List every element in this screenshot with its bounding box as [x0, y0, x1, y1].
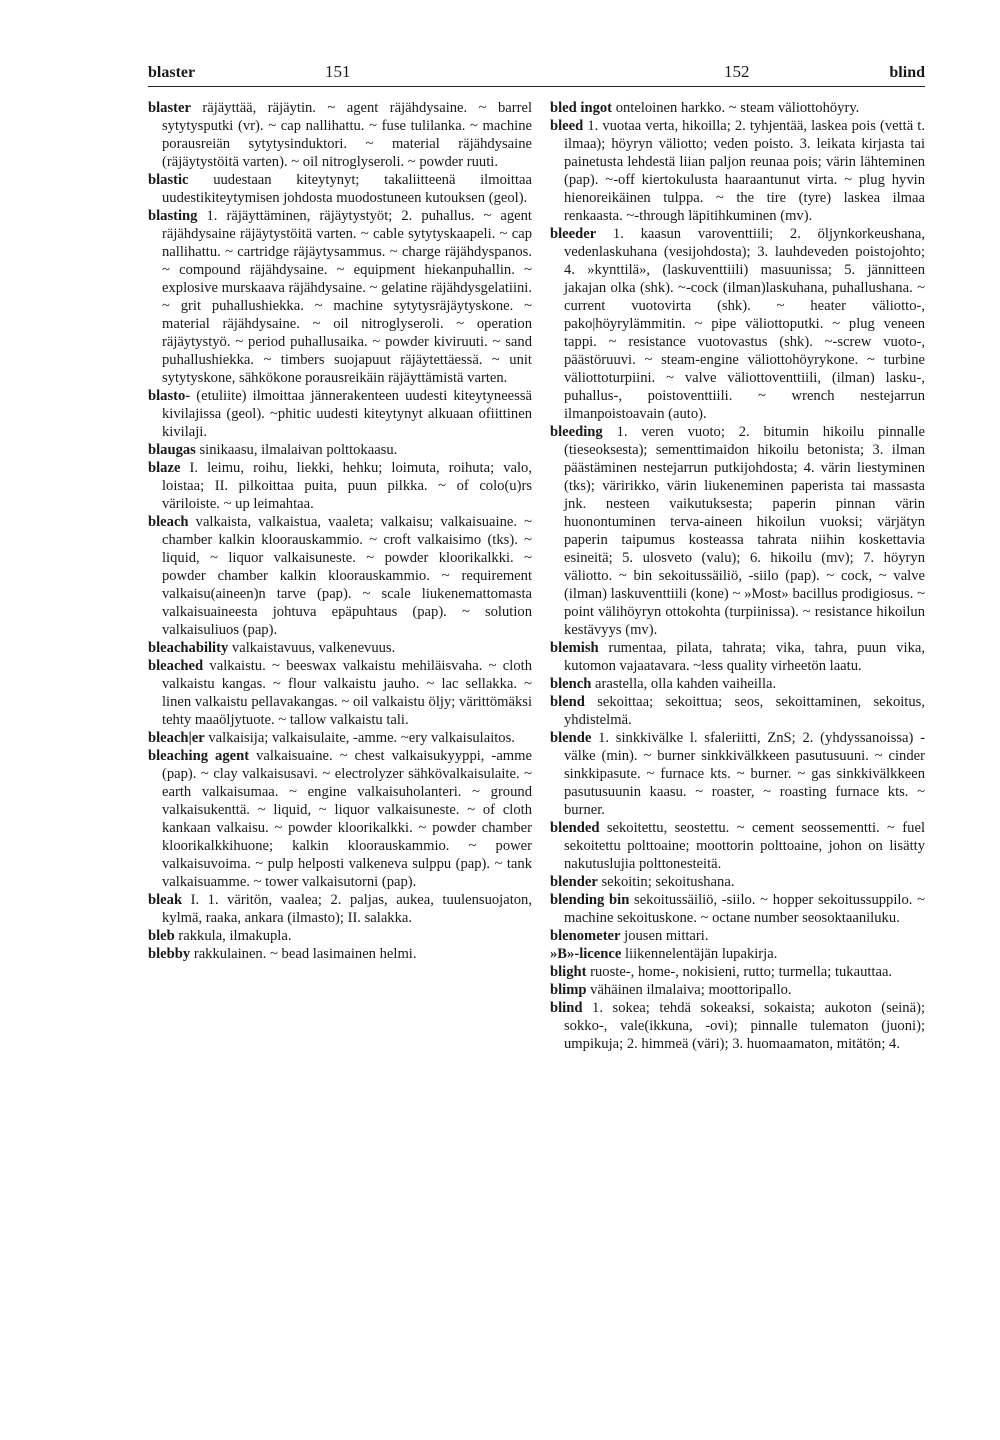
entry-definition: 1. veren vuoto; 2. bitumin hikoilu pinnalle (tieseoksesta); sementtimaidon hikoilu betonista; 3. ilman päästäminen nestejarrun putkijohdosta; 4. värin liestyminen (tks); väririkko, värin liukeneminen paperista tai massasta jnk. nesteen vaikutuksesta; paperin pinnan värin huonontuminen terva-aineen hikoilun vuoksi; värjätyn paperin taipumus kosteassa tahrata niihin koskettavia esineitä; 5. ulosveto (valu); 6. hikoilu (mv); 7. höyryn väliotto. ~ bin sekoitussäiliö, -siilo (pap). ~ cock, ~ valve (ilman) laskuventtiili (kone) ~ »Most» bacillus prodigiosus. ~ point välihöyryn ottokohta (turpiinissa). ~ resistance hikoilun kestävyys (mv). — [564, 424, 925, 638]
entry-headword: bleach — [148, 514, 189, 530]
entry-headword: bleach|er — [148, 730, 205, 746]
entry-headword: blaster — [148, 100, 191, 116]
entry-definition: sekoitussäiliö, -siilo. ~ hopper sekoitussuppilo. ~ machine sekoituskone. ~ octane number seosoktaaniluku. — [564, 892, 925, 926]
dictionary-entry — [550, 693, 925, 729]
entry-definition: onteloinen harkko. ~ steam väliottohöyry. — [612, 100, 860, 116]
entry-headword: blebby — [148, 946, 191, 962]
entry-headword: blend — [550, 694, 585, 710]
page-header — [148, 60, 925, 87]
dictionary-entry — [550, 927, 925, 945]
entry-headword: bled ingot — [550, 100, 613, 116]
dictionary-entry — [148, 945, 532, 963]
entry-definition: 1. sokea; tehdä sokeaksi, sokaista; aukoton (seinä); sokko-, vale(ikkuna, -ovi); pinnalle tulematon (juoni); umpikuja; 2. himmeä (väri); 3. huomaamaton, mitätön; 4. — [564, 1000, 925, 1052]
dictionary-entry — [148, 171, 532, 207]
entry-definition: 1. sinkkivälke l. sfaleriitti, ZnS; 2. (yhdyssanoissa) -välke (min). ~ burner sinkkivälkkeen pasutusuuni. ~ cinder sinkkipasute. ~ furnace kts. ~ burner. ~ gas sinkkivälkkeen pasutusuunin kaasu. ~ roaster, ~ roasting furnace kts. ~ burner. — [564, 730, 925, 818]
left-column — [148, 99, 532, 963]
entry-headword: blende — [550, 730, 592, 746]
dictionary-entry — [550, 945, 925, 963]
entry-definition: rumentaa, pilata, tahrata; vika, tahra, puun vika, kutomon vajaatavara. ~less quality virheetön laatu. — [564, 640, 925, 674]
dictionary-entry — [550, 963, 925, 981]
entry-definition: valkaistavuus, valkenevuus. — [228, 640, 396, 656]
right-page-number: 152 — [724, 62, 750, 81]
entry-definition: I. leimu, roihu, liekki, hehku; loimuta, roihuta; valo, loistaa; II. pilkoittaa puita, puun pilkka. ~ of colo(u)rs väriloiste. ~ up leimahtaa. — [162, 460, 532, 512]
dictionary-entry — [148, 513, 532, 639]
entry-headword: blasting — [148, 208, 198, 224]
dictionary-entry — [550, 999, 925, 1053]
entry-headword: blastic — [148, 172, 189, 188]
entry-definition: valkaistu. ~ beeswax valkaistu mehiläisvaha. ~ cloth valkaistu kangas. ~ flour valkaistu jauho. ~ lac sellakka. ~ linen valkaistu pellavakangas. ~ oil valkaistu öljy; värittömäksi tehty maaöljytuote. ~ tallow valkaistu tali. — [162, 658, 532, 728]
entry-headword: blenometer — [550, 928, 621, 944]
dictionary-entry — [550, 225, 925, 423]
entry-definition: sekoitettu, seostettu. ~ cement seossementti. ~ fuel sekoitettu polttoaine; moottorin polttoaine, johon on lisätty nakutuslujia polttonesteitä. — [564, 820, 925, 872]
dictionary-entry — [148, 207, 532, 387]
dictionary-entry — [148, 729, 532, 747]
entry-headword: bleed — [550, 118, 584, 134]
entry-headword: blaugas — [148, 442, 196, 458]
entry-headword: bleachability — [148, 640, 229, 656]
entry-definition: I. 1. väritön, vaalea; 2. paljas, aukea, tuulensuojaton, kylmä, raaka, ankara (ilmasto); II. salakka. — [162, 892, 532, 926]
dictionary-entry — [148, 657, 532, 729]
entry-headword: blasto- — [148, 388, 191, 404]
dictionary-entry — [148, 441, 532, 459]
dictionary-entry — [550, 873, 925, 891]
entry-definition: arastella, olla kahden vaiheilla. — [591, 676, 777, 692]
dictionary-entry — [148, 891, 532, 927]
entry-headword: »B»-licence — [550, 946, 622, 962]
entry-definition: liikennelentäjän lupakirja. — [621, 946, 778, 962]
dictionary-entry — [550, 639, 925, 675]
entry-definition: ruoste-, home-, nokisieni, rutto; turmella; tukauttaa. — [586, 964, 893, 980]
entry-definition: (etuliite) ilmoittaa jännerakenteen uudesti kiteytyneessä kivilajissa (geol). ~phitic uudesti kiteytynyt alkuaan ofiittinen kivilaji. — [162, 388, 532, 440]
entry-definition: 1. kaasun varoventtiili; 2. öljynkorkeushana, vedenlaskuhana (vesijohdosta); 3. lauhdeveden poistojohto; 4. »kynttilä», (laskuventtiili) masuunissa; 5. jännitteen jakajan olka (shk). ~-cock (ilman)laskuhana, puhallushana. ~ current vuotovirta (shk). ~ heater väliotto-, pako|höyrylämmitin. ~ pipe väliottoputki. ~ plug veneen tappi. ~ resistance vuotovastus (shk). ~-screw vuoto-, päästöruuvi. ~ steam-engine väliottohöyrykone. ~ turbine väliottoturpiini. ~ valve väliottoventtiili, (ilman) lasku-, puhallus-, poistoventtiili. ~ wrench nestejarrun ilmanpoistoavain (auto). — [564, 226, 925, 422]
right-column — [550, 99, 925, 1053]
entry-headword: blimp — [550, 982, 587, 998]
entry-definition: rakkula, ilmakupla. — [174, 928, 292, 944]
entry-definition: sekoitin; sekoitushana. — [597, 874, 735, 890]
entry-headword: blind — [550, 1000, 583, 1016]
entry-headword: bleak — [148, 892, 183, 908]
dictionary-entry — [550, 423, 925, 639]
dictionary-entry — [550, 981, 925, 999]
entry-definition: jousen mittari. — [620, 928, 709, 944]
entry-headword: bleeder — [550, 226, 597, 242]
entry-definition: 1. räjäyttäminen, räjäytystyöt; 2. puhallus. ~ agent räjähdysaine räjäytystöitä varten. ~ cable sytytyskaapeli. ~ cap nallihattu. ~ cartridge räjäytysammus. ~ charge räjähdyspanos. ~ compound räjähdysaine. ~ equipment hiekanpuhallin. ~ explosive murskaava räjähdysaine. ~ gelatine räjähdysgelatiini. ~ grit puhallushiekka. ~ machine sytytysräjäytyskone. ~ material räjähdysaine. ~ oil nitroglyseroli. ~ operation räjäytystyö. ~ period puhallusaika. ~ powder kiviruuti. ~ sand puhallushiekka. ~ timbers suojapuut räjäytettäessä. ~ unit sytytyskone, sähkökone porausreikäin räjäyttämistä varten. — [162, 208, 532, 386]
entry-definition: valkaisuaine. ~ chest valkaisukyyppi, -amme (pap). ~ clay valkaisusavi. ~ electrolyzer sähkövalkaisulaite. ~ earth valkaisumaa. ~ engine valkaisuholanteri. ~ ground valkaisukenttä. ~ liquid, ~ liquor valkaisuneste. ~ of cloth kankaan valkaisu. ~ powder kloorikalkki. ~ powder chamber kloorikalkkihuone; kalkin kloorauskammio. ~ power valkaisuvoima. ~ pulp helposti valkeneva sulppu (pap). ~ tank valkaisuamme. ~ tower valkaisutorni (pap). — [162, 748, 532, 890]
dictionary-entry — [148, 639, 532, 657]
left-page-number: 151 — [325, 62, 351, 81]
entry-definition: räjäyttää, räjäytin. ~ agent räjähdysaine. ~ barrel sytytysputki (vr). ~ cap nallihattu. ~ fuse tulilanka. ~ machine porausreiän sytytysinduktori. ~ material räjähdysaine (räjäytystöitä varten). ~ oil nitroglyseroli. ~ powder ruuti. — [162, 100, 532, 170]
entry-headword: bleeding — [550, 424, 603, 440]
dictionary-entry — [550, 729, 925, 819]
entry-definition: 1. vuotaa verta, hikoilla; 2. tyhjentää, laskea pois (vettä t. ilmaa); höyryn väliotto; veden poisto. 3. leikata kirjasta tai painetusta lehdestä liian paljon reunaa pois; värin lähteminen (pap). ~-off kiertokulusta haaraantunut virta. ~ plug hyvin hienoreikäinen tulppa. ~ the tire (tyre) laskea ilmaa renkaasta. ~-through läpitihkuminen (mv). — [564, 118, 925, 224]
entry-headword: bleached — [148, 658, 204, 674]
entry-headword: blemish — [550, 640, 599, 656]
entry-definition: valkaisija; valkaisulaite, -amme. ~ery valkaisulaitos. — [204, 730, 515, 746]
entry-headword: bleb — [148, 928, 175, 944]
entry-definition: vähäinen ilmalaiva; moottoripallo. — [586, 982, 792, 998]
dictionary-entry — [148, 459, 532, 513]
dictionary-entry — [148, 387, 532, 441]
right-running-headword: blind — [889, 64, 925, 81]
entry-definition: sinikaasu, ilmalaivan polttokaasu. — [195, 442, 398, 458]
entry-definition: uudestaan kiteytynyt; takaliitteenä ilmoittaa uudestikiteytymisen johdosta muodostuneen kutouksen (geol). — [162, 172, 532, 206]
entry-headword: blench — [550, 676, 592, 692]
left-running-headword: blaster — [148, 64, 196, 81]
dictionary-entry — [550, 117, 925, 225]
dictionary-entry — [148, 927, 532, 945]
dictionary-entry — [550, 675, 925, 693]
entry-headword: bleaching agent — [148, 748, 250, 764]
dictionary-entry — [148, 747, 532, 891]
entry-definition: rakkulainen. ~ bead lasimainen helmi. — [190, 946, 417, 962]
entry-headword: blight — [550, 964, 587, 980]
dictionary-entry — [550, 819, 925, 873]
dictionary-entry — [550, 99, 925, 117]
entry-headword: blender — [550, 874, 598, 890]
dictionary-entry — [148, 99, 532, 171]
entry-definition: valkaista, valkaistua, vaaleta; valkaisu; valkaisuaine. ~ chamber kalkin kloorauskammio. ~ croft valkaisimo (tks). ~ liquid, ~ liquor valkaisuneste. ~ powder kloorikalkki. ~ powder chamber kalkin kloorauskammio. ~ requirement valkaisu(aineen)n tarve (pap). ~ scale liukenemattomasta valkaisuaineesta johtuva epäpuhtaus (pap). ~ solution valkaisuliuos (pap). — [162, 514, 532, 638]
entry-headword: blaze — [148, 460, 181, 476]
entry-headword: blending bin — [550, 892, 630, 908]
dictionary-entry — [550, 891, 925, 927]
entry-headword: blended — [550, 820, 600, 836]
entry-definition: sekoittaa; sekoittua; seos, sekoittaminen, sekoitus, yhdistelmä. — [564, 694, 925, 728]
